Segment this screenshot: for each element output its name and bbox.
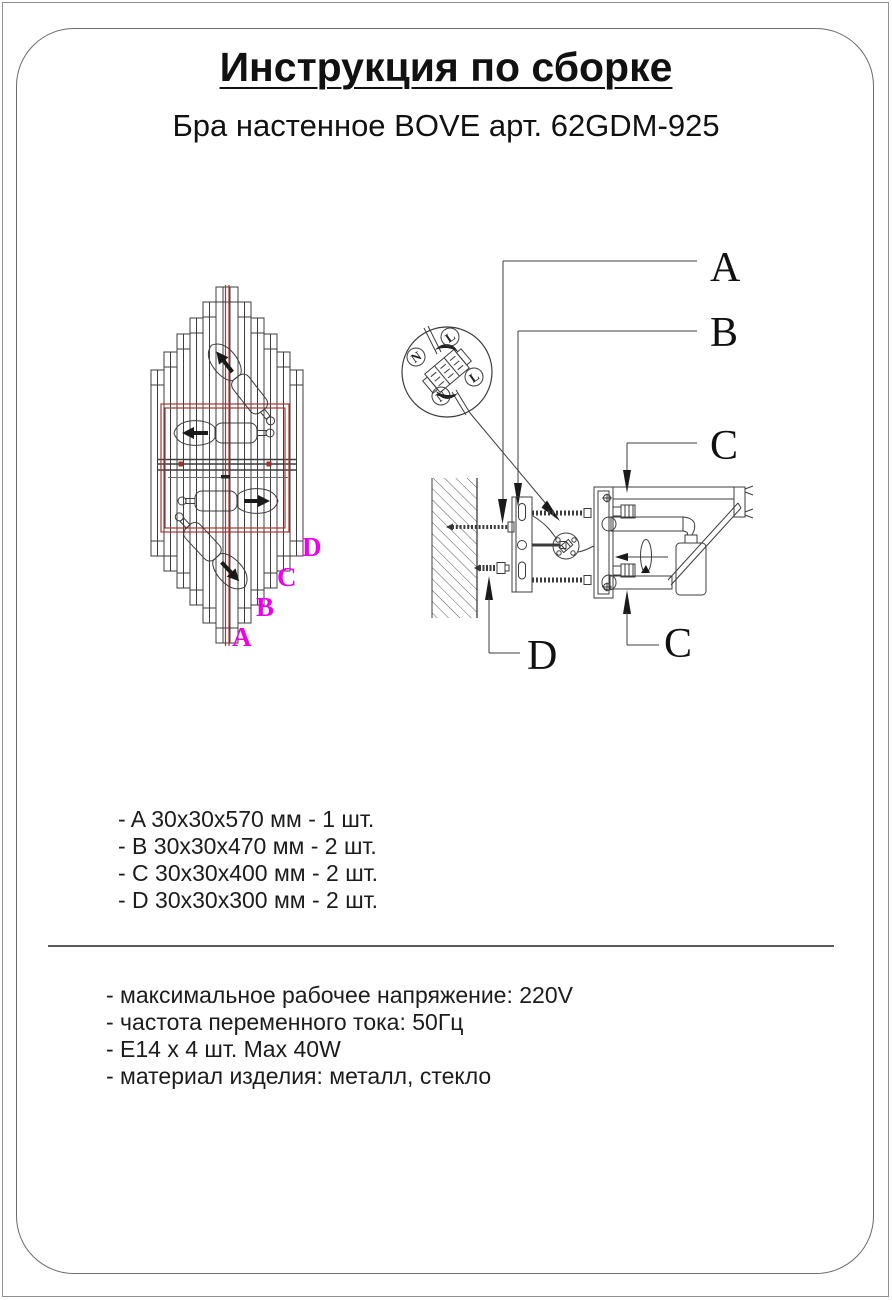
spec-item-voltage: - максимальное рабочее напряжение: 220V — [106, 982, 573, 1008]
part-item-b: - B 30x30x470 мм - 2 шт. — [118, 833, 377, 859]
center-crossbars — [157, 460, 297, 478]
side-label-c-top: C — [710, 423, 739, 469]
spec-item-frequency: - частота переменного тока: 50Гц — [106, 1009, 464, 1035]
front-label-d: D — [302, 532, 322, 562]
section-divider — [48, 945, 834, 947]
part-item-a: - A 30x30x570 мм - 1 шт. — [118, 806, 375, 832]
lamp-body — [594, 486, 753, 598]
side-label-b: B — [710, 310, 739, 356]
spec-item-bulbs: - Е14 х 4 шт. Max 40W — [106, 1036, 341, 1062]
leader-lines — [470, 261, 697, 653]
filament-icon — [182, 427, 208, 439]
bulb-bottom — [168, 506, 254, 596]
wiring-label-n-bottom — [428, 383, 453, 408]
parts-list — [118, 806, 378, 914]
bulb-middle-left — [174, 421, 274, 446]
part-item-c: - C 30x30x400 мм - 2 шт. — [118, 860, 379, 886]
wiring-label-n-top — [403, 344, 428, 369]
svg-text:L: L — [442, 328, 458, 346]
rotation-arrow-icon — [615, 540, 668, 574]
frame-bolt-top — [602, 494, 612, 503]
front-label-a: A — [232, 622, 252, 652]
screw-point-left — [179, 462, 184, 467]
arrow-c-bottom-icon — [623, 590, 631, 614]
svg-text:N: N — [432, 387, 450, 405]
bulb-middle-right — [178, 489, 278, 514]
side-label-d: D — [527, 633, 558, 679]
screw-point-right — [267, 462, 272, 467]
page-title: Инструкция по сборке — [219, 44, 673, 90]
svg-text:N: N — [407, 348, 425, 366]
side-label-a: A — [710, 245, 741, 291]
wiring-label-l-right — [461, 364, 486, 389]
wiring-detail-circle — [402, 324, 492, 417]
front-label-b: B — [256, 592, 275, 622]
front-view-drawing — [151, 285, 322, 652]
arrow-d-icon — [485, 576, 493, 600]
filament-icon — [212, 348, 237, 376]
side-label-c-bottom: C — [664, 621, 693, 667]
wall-section — [432, 478, 477, 618]
side-view-drawing — [402, 245, 753, 679]
page-subtitle: Бра настенное BOVE арт. 62GDM-925 — [172, 108, 720, 143]
part-item-d: - D 30x30x300 мм - 2 шт. — [118, 887, 379, 913]
junction-box — [533, 516, 594, 559]
arrow-c-top-icon — [623, 470, 631, 493]
anchor-plug — [474, 563, 509, 574]
spec-item-material: - материал изделия: металл, стекло — [106, 1063, 492, 1089]
front-label-c: C — [277, 562, 297, 592]
specs-list — [106, 982, 573, 1090]
svg-text:L: L — [466, 368, 482, 386]
center-mark — [221, 475, 230, 479]
arrow-a-icon — [498, 499, 507, 524]
